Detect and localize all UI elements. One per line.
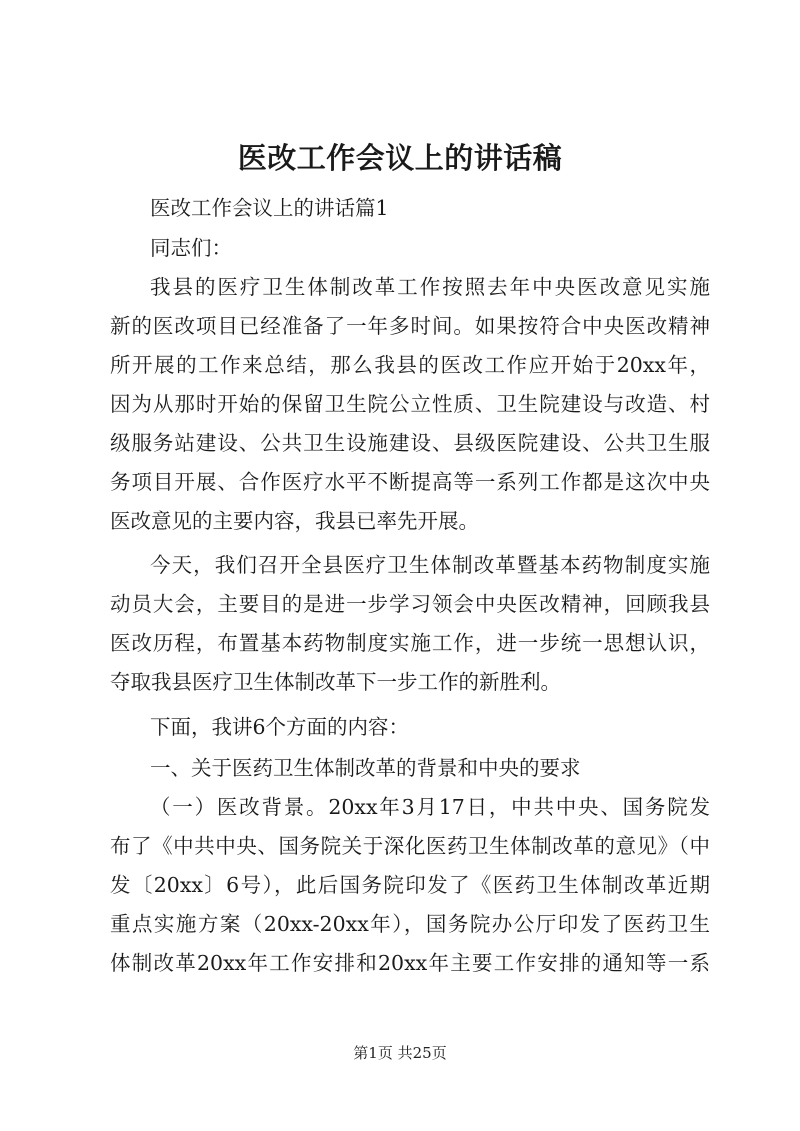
subsection-heading: 一、关于医药卫生体制改革的背景和中央的要求 [150,756,581,780]
paragraph-line: 医改历程，布置基本药物制度实施工作，进一步统一思想认识， [110,631,710,655]
paragraph-line: 重点实施方案（20xx-20xx年），国务院办公厅印发了医药卫生 [110,912,710,936]
paragraph-line: 下面，我讲6个方面的内容： [150,715,410,739]
paragraph-line: 所开展的工作来总结，那么我县的医改工作应开始于20xx年， [110,353,710,377]
salutation: 同志们： [150,236,232,260]
paragraph-line: 今天，我们召开全县医疗卫生体制改革暨基本药物制度实施 [150,553,710,577]
section-heading: 医改工作会议上的讲话篇1 [150,196,389,220]
paragraph-line: 夺取我县医疗卫生体制改革下一步工作的新胜利。 [110,670,561,694]
paragraph-line: 新的医改项目已经准备了一年多时间。如果按符合中央医改精神 [110,314,710,338]
paragraph-line: 因为从那时开始的保留卫生院公立性质、卫生院建设与改造、村 [110,392,710,416]
paragraph-line: 级服务站建设、公共卫生设施建设、县级医院建设、公共卫生服 [110,431,710,455]
paragraph-line: 务项目开展、合作医疗水平不断提高等一系列工作都是这次中央 [110,470,710,494]
paragraph-line: 我县的医疗卫生体制改革工作按照去年中央医改意见实施 [150,275,710,299]
paragraph-line: （一）医改背景。20xx年3月17日，中共中央、国务院发 [150,795,710,819]
paragraph-line: 布了《中共中央、国务院关于深化医药卫生体制改革的意见》（中 [110,834,710,858]
paragraph-line: 动员大会，主要目的是进一步学习领会中央医改精神，回顾我县 [110,592,710,616]
paragraph-line: 医改意见的主要内容，我县已率先开展。 [110,509,479,533]
page-footer: 第1页 共25页 [353,1044,447,1062]
paragraph-line: 发〔20xx〕6号），此后国务院印发了《医药卫生体制改革近期 [110,873,710,897]
paragraph-line: 体制改革20xx年工作安排和20xx年主要工作安排的通知等一系 [110,951,710,975]
document-title: 医改工作会议上的讲话稿 [237,141,563,175]
